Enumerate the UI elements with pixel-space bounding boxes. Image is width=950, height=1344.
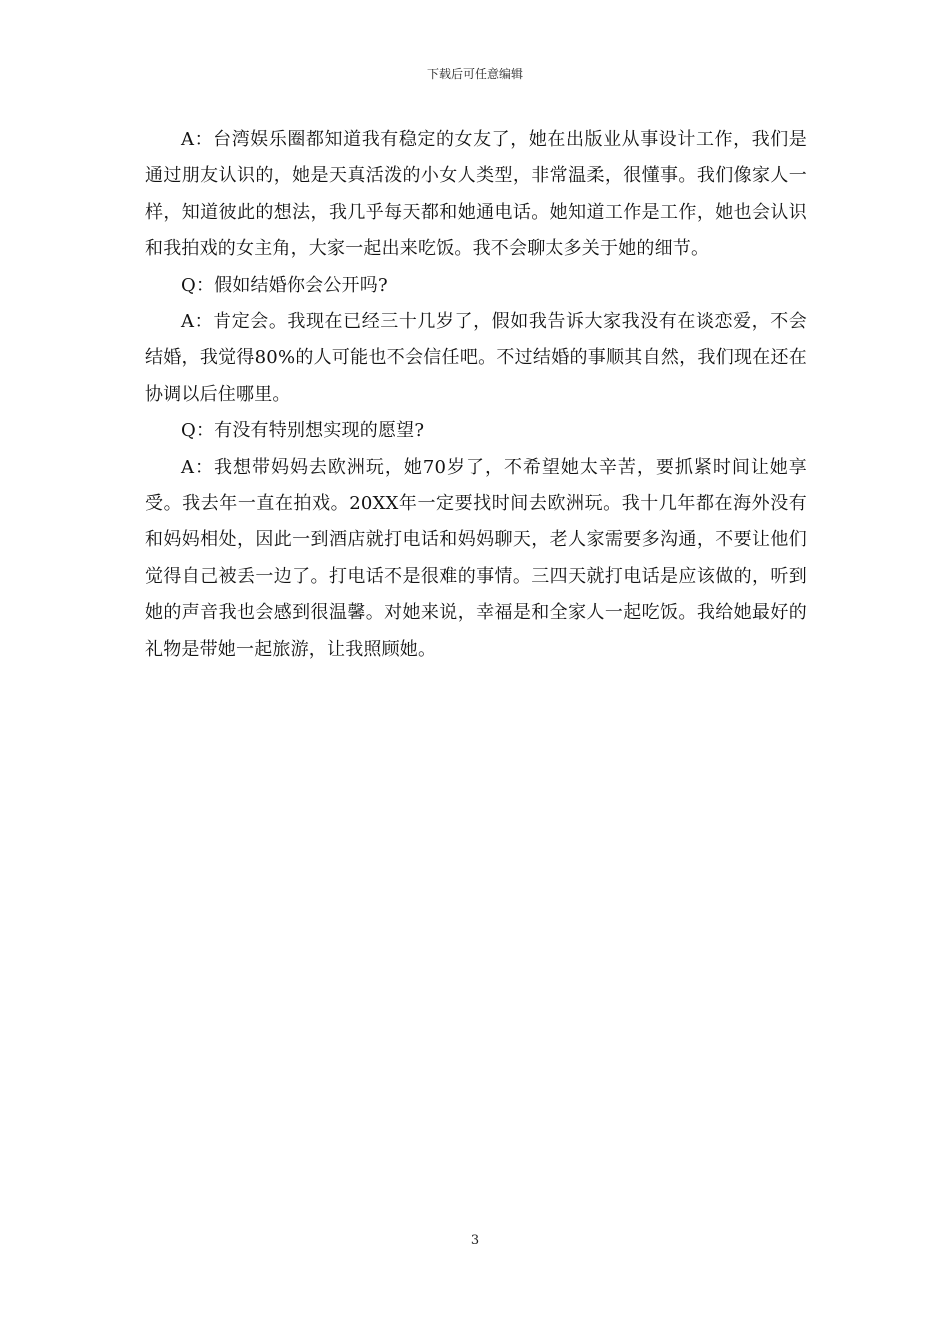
answer-paragraph-3: A：我想带妈妈去欧洲玩，她70岁了，不希望她太辛苦，要抓紧时间让她享受。我去年一直在拍戏。20XX年一定要找时间去欧洲玩。我十几年都在海外没有和妈妈相处，因此一到酒店就打电话和妈妈聊天，老人家需要多沟通，不要让他们觉得自己被丢一边了。打电话不是很难的事情。三四天就打电话是应该做的，听到她的声音我也会感到很温馨。对她来说，幸福是和全家人一起吃饭。我给她最好的礼物是带她一起旅游，让我照顾她。: [145, 456, 807, 660]
question-paragraph-2: Q：有没有特别想实现的愿望?: [181, 420, 425, 442]
answer-paragraph-2: A：肯定会。我现在已经三十几岁了，假如我告诉大家我没有在谈恋爱，不会结婚，我觉得80%的人可能也不会信任吧。不过结婚的事顺其自然，我们现在还在协调以后住哪里。: [145, 311, 807, 405]
page-header: 下载后可任意编辑: [426, 67, 523, 81]
page-number: 3: [470, 1233, 480, 1248]
question-paragraph-1: Q：假如结婚你会公开吗?: [181, 274, 388, 296]
answer-paragraph-1: A：台湾娱乐圈都知道我有稳定的女友了，她在出版业从事设计工作，我们是通过朋友认识的，她是天真活泼的小女人类型，非常温柔，很懂事。我们像家人一样，知道彼此的想法，我几乎每天都和她通电话。她知道工作是工作，她也会认识和我拍戏的女主角，大家一起出来吃饭。我不会聊太多关于她的细节。: [145, 129, 807, 260]
document-body: [145, 122, 807, 668]
